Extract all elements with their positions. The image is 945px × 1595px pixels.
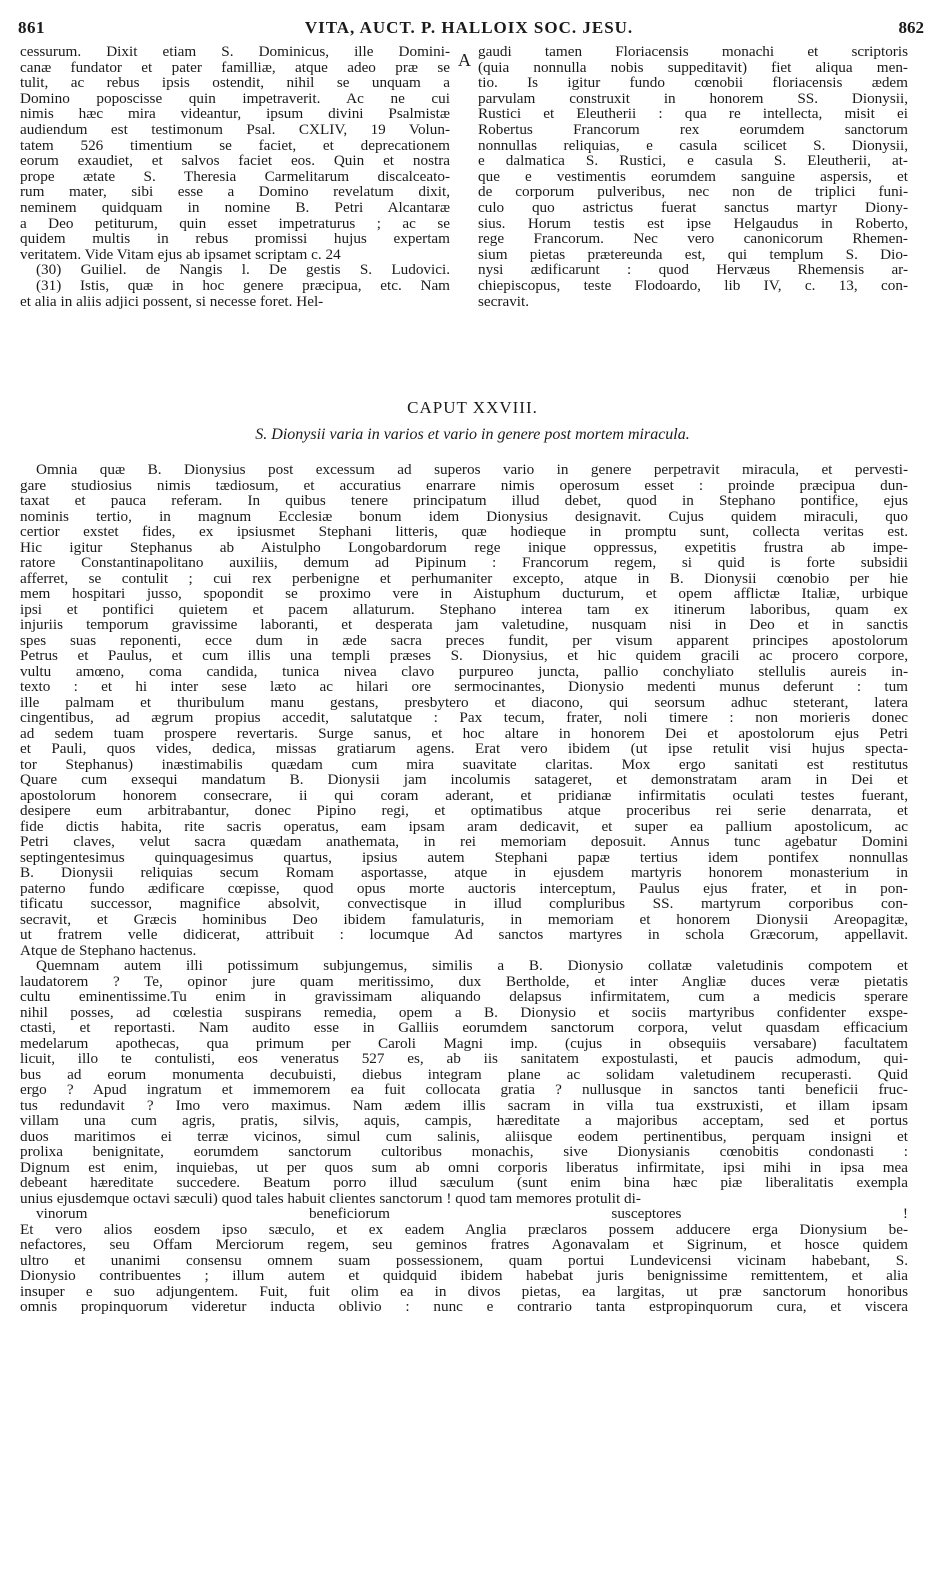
text-line: sius. Horum testis est ipse Helgaudus in Roberto, [478, 215, 908, 232]
text-line: eorum exaudiet, et salvos faciet eos. Quin et nostra [20, 153, 450, 169]
text-line: B. Dionysii reliquias secum Romam asportasse, atque in ejusdem martyris honorem monasterium in [20, 865, 908, 881]
text-line: cessurum. Dixit etiam S. Dominicus, ille Domini- [20, 44, 450, 60]
text-line: mem hospitari jusso, spopondit se proximo vere in Aistuphum ducturum, et opem afflictæ Italiæ, urbique [20, 586, 908, 602]
text-line: villam una cum agris, pratis, silvis, aquis, campis, hæreditate a majoribus acceptam, sed et portus [20, 1113, 908, 1129]
margin-marker: A [458, 50, 471, 70]
text-line: tus redundavit ? Imo vero maximus. Nam ædem illis sacram in villa tua exstruxisti, et illam ipsam [20, 1097, 908, 1113]
text-line: ratore Constantinapolitano auxiliis, demum ad Pipinum : Francorum regem, si quid is forte subsidii [20, 555, 908, 571]
text-line: Quemnam autem illi potissimum subjungemus, similis a B. Dionysio collatæ valetudinis compotem et [36, 958, 908, 974]
running-title: VITA, AUCT. P. HALLOIX SOC. JESU. [304, 18, 634, 37]
text-line: Domino poposcisse quin impetraverit. Ac ne cui [20, 90, 450, 107]
chapter-heading: CAPUT XXVIII. [407, 398, 538, 417]
text-line: ctasti, et reportasti. Nam audito esse in Galliis eorumdem sanctorum corpora, velut quasdam efficacium [20, 1020, 908, 1036]
text-line: Dionysio contribuentes ; illum autem et quidquid ibidem habebat juris benignissime remittentem, et alia [20, 1268, 908, 1284]
text-line: nefactores, seu Offam Merciorum regem, seu geminos fratres Agonavalam et Sigrinum, et hosce quidem [20, 1237, 908, 1253]
text-line: Atque de Stephano hactenus. [20, 942, 197, 958]
text-line: canæ fundator et pater familliæ, atque adeo præ se [20, 59, 450, 76]
text-line: cultu eminentissime.Tu enim in gravissimam aliquando delapsus infirmitatem, cum a medicis sperare [20, 989, 908, 1005]
text-line: secravit. [478, 293, 530, 310]
text-line: ut fratrem velle didicerat, attribuit : locumque Ad sanctos martyres in schola Græcorum, appellavit. [20, 927, 908, 943]
text-line: rum mater, sibi esse a Domino revelatum dixit, [20, 184, 450, 200]
text-line: vinorum beneficiorum susceptores ! [36, 1206, 908, 1222]
text-line: taxat et pauca referam. In quibus tenere principatum illud debet, quod in Stephano pontifice, ejus [20, 493, 908, 509]
text-line: nominis tertio, in magnum Ecclesiæ bonum idem Dionysius designavit. Cujus quidem miraculi, quo [20, 508, 908, 524]
text-line: unius ejusdemque octavi sæculi) quod tales habuit clientes sanctorum ! quod tam memores protulit di- [20, 1190, 641, 1206]
text-line: quidem multis in rebus promissi hujus expertam [20, 231, 450, 247]
text-line: prope ætate S. Theresia Carmelitarum discalceato- [20, 168, 450, 185]
text-line: tificatu successor, magnifice absolvit, convectisque in illud compluribus SS. martyrum corporibus con- [20, 896, 908, 912]
text-line: veritatem. Vide Vitam ejus ab ipsamet scriptam c. 24 [20, 246, 341, 263]
text-line: insuper e suo adjungentem. Fuit, fuit olim ea in divos pietas, ea largitas, ut præ sanctorum honoribus [20, 1283, 908, 1299]
text-line: que e vestimentis eorumdem sanguine aspersis, et [478, 168, 908, 185]
text-line: sium pietas prætereunda est, qui templum S. Dio- [478, 246, 908, 263]
text-line: nonnullas reliquias, e casula scilicet S. Dionysii, [478, 137, 908, 154]
text-line: neminem quidquam in nomine B. Petri Alcantaræ [20, 199, 450, 216]
left-column [20, 44, 450, 309]
text-line: tor Stephanus) inæstimabilis quædam cum mira suavitate claritas. Mox ergo sanitati est restitutus [20, 756, 908, 772]
text-line: chiepiscopus, teste Flodoardo, lib IV, c. 13, con- [478, 277, 908, 294]
text-line: apostolorum honorem consecrare, ii qui coram aderant, et pridianæ infirmitatis oculati testes fuerant, [20, 787, 908, 803]
text-line: tio. Is igitur fundo cœnobii floriacensis ædem [478, 75, 908, 91]
text-line: audiendum est testimonum Psal. CXLIV, 19 Volun- [20, 121, 450, 138]
text-line: Quare cum exsequi mandatum B. Dionysii jam incolumis satageret, et demonstratam aram in Dei et [20, 772, 908, 788]
text-line: gaudi tamen Floriacensis monachi et scriptoris [478, 44, 908, 60]
text-line: (quia nonnulla nobis suppeditavit) fiet aliqua men- [478, 59, 908, 76]
text-line: afferret, se contulit ; cui rex perbenigne et perhumaniter excepto, atque in B. Dionysii cœnobio per hie [20, 570, 908, 586]
text-line: Hic igitur Stephanus ab Aistulpho Longobardorum rege inique oppressus, expetitis frustra ab impe- [20, 539, 908, 555]
text-line: debeant hæreditate succedere. Beatum porro illud sæculum (sunt enim bina hæc piæ liberalitatis exempla [20, 1175, 908, 1191]
running-header [14, 14, 924, 44]
text-line: septingentesimus quinquagesimus quartus, ipsius autem Stephani papæ tertius idem pontifex nonnullas [20, 849, 908, 865]
text-line: et alia in aliis adjici possent, si necesse foret. Hel- [20, 293, 324, 310]
text-line: tatem 526 timentium se faciet, et deprecationem [20, 137, 450, 154]
text-line: Dignum est enim, inquiebas, ut per quos sum ab omni corporis liberatus infirmitate, ipsi mihi in ipsa mea [20, 1159, 908, 1175]
text-line: Petri claves, velut sacra quædam anathemata, in rei memoriam deposuit. Annus tunc agebatur Domini [20, 834, 908, 850]
text-line: prolixa benignitate, eorumdem sanctorum cultoribus monachis, sive Dionysianis cœnobitis condonasti : [20, 1144, 908, 1160]
text-line: e dalmatica S. Rustici, e casula S. Eleutherii, at- [478, 153, 908, 169]
text-line: parvulam construxit in honorem SS. Dionysii, [478, 90, 908, 107]
text-line: de corporum pulveribus, nec non de triplici funi- [478, 184, 908, 200]
text-line: Petrus et Paulus, et cum illis una templi præses S. Dionysius, et hic quidem gracili ac procero corpore, [20, 648, 908, 664]
text-line: duos maritimos ei terræ vicinos, simul cum salinis, aliisque eodem pertinentibus, perquam insigni et [20, 1128, 908, 1144]
text-line: ille palmam et thuribulum manu gestans, presbytero et diacono, qui seorsum adhuc steterant, latera [20, 694, 908, 710]
text-line: (31) Istis, quæ in hoc genere præcipua, etc. Nam [36, 277, 450, 294]
text-line: Et vero alios eosdem ipso sæculo, et ex eadem Anglia præclaros possem adducere erga Dionysium be- [20, 1221, 908, 1237]
text-line: et Pauli, quos vides, dedica, missas gratiarum agens. Erat vero ibidem (ut ipse retulit visi hujus specta- [20, 741, 908, 757]
text-line: tulit, ac rebus ipsis ostendit, nihil se unquam a [20, 75, 450, 91]
text-line: cingentibus, ad ægrum propius accedit, salutatque : Pax tecum, frater, noli timere : non morieris donec [20, 710, 908, 726]
text-line: omnis propinquorum videretur inducta oblivio : nunc e contrario tanta estpropinquorum cura, et viscera [20, 1299, 908, 1315]
text-line: certior exstet fides, ex ipsiusmet Stephani litteris, quæ hodieque in promptu sunt, collecta veritas est. [20, 524, 908, 540]
text-line: ipsi et pontifici quietem et pacem allaturum. Stephano interea tam ex itinerum laboribus, quam ex [20, 601, 908, 617]
text-line: fide dictis habita, rite sacris operatus, eam ipsam aram dedicavit, et super ea pallium apostolicum, ac [20, 818, 908, 834]
text-line: Robertus Francorum rex eorumdem sanctorum [478, 121, 908, 138]
right-column [478, 44, 908, 309]
text-line: laudatorem ? Te, opinor jure quam meritissimo, dux Bertholde, et inter Angliæ duces veræ pietatis [20, 973, 908, 989]
body-text [20, 462, 908, 1315]
text-line: desipere eum arbitrabantur, donec Pipino regi, et optimatibus atque proceribus rei serie denarrata, et [20, 803, 908, 819]
text-line: medelarum apothecas, qua primum per Caroli Magni imp. (cujus in obsequiis versabare) facultatem [20, 1035, 908, 1051]
text-line: a Deo petiturum, quin esset impetraturus ; ac se [20, 215, 450, 232]
text-line: nysi ædificarunt : quod Hervæus Rhemensis ar- [478, 262, 908, 278]
text-line: bus ad eorum monumenta decubuisti, diebus integram plane ac solidam valetudinem recuperasti. Quid [20, 1066, 908, 1082]
page-number-right: 862 [898, 18, 924, 37]
text-line: nimis hæc mira videantur, ipsum divini Psalmistæ [20, 106, 450, 122]
text-line: culo quo astrictus fuerat sanctus martyr Diony- [478, 199, 908, 216]
text-line: licuit, illo te contulisti, eos veneratus 527 es, ab iis sanitatem expostulasti, et paucis admodum, qui- [20, 1051, 908, 1067]
page-number-left: 861 [18, 18, 45, 37]
text-line: gare studiosius nimis tædiosum, et accuratius enarrare nimis operosum esset : proinde præcipua dun- [20, 477, 908, 493]
text-line: rege Francorum. Nec vero canonicorum Rhemen- [478, 231, 908, 247]
text-line: secravit, et Græcis hominibus Deo ibidem famulaturis, in memoriam et honorem Dionysii Areopagitæ, [20, 911, 908, 927]
text-line: spes suas reponenti, ecce dum in æde sacra preces fundit, per visum apparent principes apostolorum [20, 632, 908, 648]
text-line: (30) Guiliel. de Nangis l. De gestis S. Ludovici. [36, 262, 450, 278]
text-line: ergo ? Apud ingratum et immemorem ea fuit collocata gratia ? nullusque in sanctos tanti beneficii fruc- [20, 1082, 908, 1098]
text-line: injuriis temporum gravissime laboranti, et desperata jam valetudine, nusquam nisi in Deo et in sanctis [20, 617, 908, 633]
text-line: texto : et hi inter sese læto ac hilari ore sermocinantes, Dionysio medenti munus deferunt : tum [20, 679, 908, 695]
text-line: Omnia quæ B. Dionysius post excessum ad superos vario in genere perpetravit miracula, et pervesti- [36, 462, 908, 478]
text-line: nihil posses, ad cœlestia suspirans remedia, opem a B. Dionysio et sociis martyribus confidenter exspe- [20, 1004, 908, 1020]
text-line: ultro et unanimi consensu omnem suam possessionem, quam portui Lundevicensi vicinam habebant, S. [20, 1252, 908, 1268]
text-line: ad sedem tuam prospere revertaris. Surge sanus, et hoc altare in honorem Dei et apostolorum ejus Petri [20, 725, 908, 741]
text-line: vultu amœno, coma candida, tunica nivea clavo purpureo juncta, pallio conchyliato stellulis aureis in- [20, 663, 908, 679]
text-line: paterno fundo ædificare cœpisse, quod opus morte auctoris interceptum, Paulus ejus frater, et in pon- [20, 880, 908, 896]
chapter-subtitle: S. Dionysii varia in varios et vario in genere post mortem miracula. [255, 426, 690, 443]
text-line: Rustici et Eleutherii : qua re intellecta, misit ei [478, 106, 908, 122]
